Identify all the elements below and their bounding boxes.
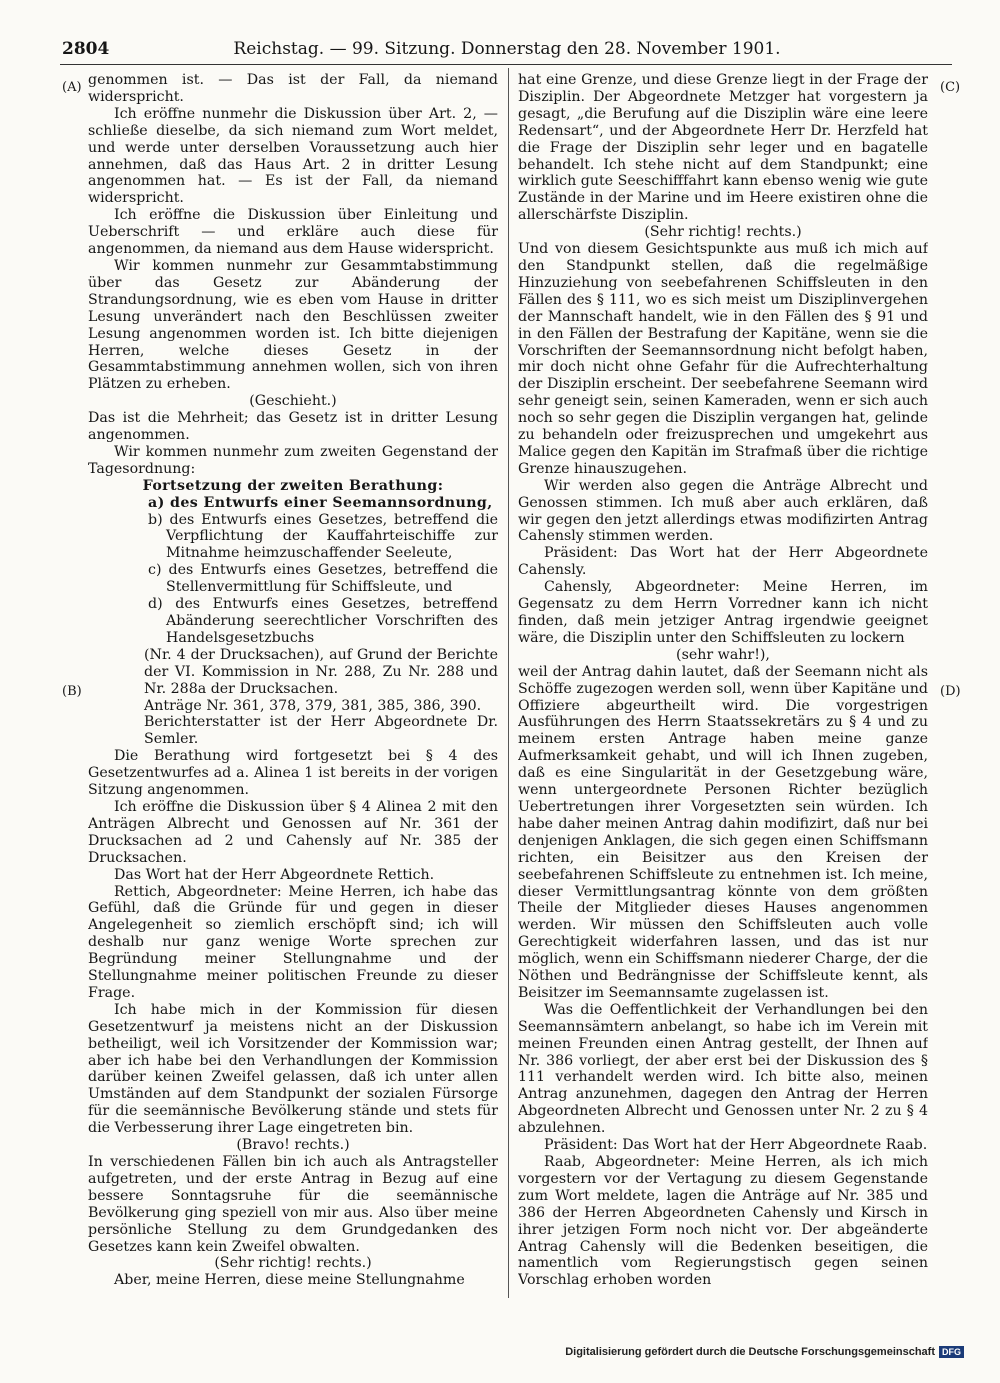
speech-rettich: Rettich, Abgeordneter: Meine Herren, ich habe das Gefühl, daß die Gründe für und gegen in dieser Angelegenheit so ziemlich erschöpft sind; ich will deshalb nur ganz wenige Worte sprechen zur Begründung meiner Stellungnahme und der Stellungnahme meiner politischen Freunde zu dieser Frage. bbox=[88, 883, 498, 1001]
paragraph: Das Wort hat der Herr Abgeordnete Rettich. bbox=[114, 866, 435, 883]
paragraph: Das ist die Mehrheit; das Gesetz ist in dritter Lesung angenommen. bbox=[88, 410, 498, 444]
margin-marker-d: (D) bbox=[940, 684, 961, 699]
rapporteur: Berichterstatter ist der Herr Abgeordnete Dr. Semler. bbox=[144, 714, 498, 748]
funding-note: Digitalisierung gefördert durch die Deutsche Forschungsgemeinschaft bbox=[565, 1346, 935, 1358]
motions-list: Anträge Nr. 361, 378, 379, 381, 385, 386, 390. bbox=[144, 697, 482, 714]
dfg-logo: DFG bbox=[939, 1346, 964, 1358]
paragraph: Wir kommen nunmehr zum zweiten Gegenstand der Tagesordnung: bbox=[88, 443, 498, 477]
left-column bbox=[88, 72, 498, 1302]
agenda-heading: Fortsetzung der zweiten Berathung: bbox=[142, 477, 444, 494]
agenda-item-c: c) des Entwurfs eines Gesetzes, betreffend die Stellenvermittlung für Schiffsleute, und bbox=[148, 562, 498, 596]
speech-raab: Raab, Abgeordneter: Meine Herren, als ich mich vorgestern vor der Vertagung zu diesem Gegenstande zum Wort meldete, lagen die Anträge auf Nr. 385 und 386 der Herren Abgeordneten Cahensly und Kirsch in ihrer jetzigen Form noch nicht vor. Der abgeänderte Antrag Cahensly will die Bedenken beseitigen, die namentlich vom Regierungstisch gegen seinen Vorschlag erhoben worden bbox=[518, 1154, 928, 1289]
footer bbox=[565, 1346, 964, 1358]
paragraph: In verschiedenen Fällen bin ich auch als Antragsteller aufgetreten, und der erste Antrag in Bezug auf eine bessere Sonntagsruhe für die seemännische Bevölkerung ging speziell von mir aus. Also über meine persönliche Stellung zu dem Grundgedanken des Gesetzes kann kein Zweifel obwalten. bbox=[88, 1154, 498, 1255]
column-divider bbox=[508, 68, 509, 1298]
paragraph: Ich habe mich in der Kommission für diesen Gesetzentwurf ja meistens nicht an der Diskussion betheiligt, weil ich Vorsitzender der Kommission war; aber ich habe bei den Verhandlungen der Kommission darüber keinen Zweifel gelassen, daß ich unter allen Umständen auf dem Standpunkt der sozialen Fürsorge für die seemännische Bevölkerung stände und stets für die Verbesserung ihrer Lage eingetreten bin. bbox=[88, 1001, 498, 1137]
paragraph: Die Berathung wird fortgesetzt bei § 4 des Gesetzentwurfes ad a. Alinea 1 ist bereits in der vorigen Sitzung angenommen. bbox=[88, 748, 498, 799]
page-number: 2804 bbox=[62, 39, 110, 59]
interjection: (Bravo! rechts.) bbox=[236, 1137, 350, 1154]
interjection: (sehr wahr!), bbox=[676, 646, 770, 663]
margin-marker-c: (C) bbox=[940, 80, 961, 95]
paragraph: Ich eröffne nunmehr die Diskussion über Art. 2, — schließe dieselbe, da sich niemand zum Wort meldet, und werde unter derselben Voraussetzung auch hier annehmen, daß das Haus Art. 2 in dritter Lesung angenommen hat. — Es ist der Fall, da niemand widerspricht. bbox=[88, 105, 498, 207]
paragraph: Ich eröffne die Diskussion über § 4 Alinea 2 mit den Anträgen Albrecht und Genossen auf Nr. 361 der Drucksachen ad 2 und Cahensly auf Nr. 385 der Drucksachen. bbox=[88, 798, 498, 866]
paragraph: Aber, meine Herren, diese meine Stellungnahme bbox=[114, 1272, 465, 1289]
margin-marker-a: (A) bbox=[62, 80, 82, 95]
page-header bbox=[62, 36, 952, 62]
paragraph: hat eine Grenze, und diese Grenze liegt in der Frage der Disziplin. Der Abgeordnete Metzger hat vorgestern ja gesagt, „die Berufung auf die Disziplin wäre eine leere Redensart“, und der Abgeordnete Herr Dr. Herzfeld hat die Frage der Disziplin sehr leger und en bagatelle behandelt. Ich stehe nicht auf dem Standpunkt; eine wirklich gute Seeschifffahrt kann ebenso wenig wie gute Zustände in der Marine und im Heere existiren ohne die allerschärfste Disziplin. bbox=[518, 72, 928, 224]
margin-marker-b: (B) bbox=[62, 684, 82, 699]
agenda-item-a: a) des Entwurfs einer Seemannsordnung, bbox=[148, 494, 493, 511]
interjection: (Sehr richtig! rechts.) bbox=[214, 1255, 372, 1272]
header-rule bbox=[60, 64, 952, 65]
running-title: Reichstag. — 99. Sitzung. Donnerstag den 28. November 1901. bbox=[233, 39, 781, 59]
interjection: (Geschieht.) bbox=[249, 393, 337, 410]
paragraph: genommen ist. — Das ist der Fall, da niemand widerspricht. bbox=[88, 72, 498, 105]
agenda-item-b: b) des Entwurfs eines Gesetzes, betreffend die Verpflichtung der Kauffahrteischiffe zur Mitnahme heimzuschaffender Seeleute, bbox=[148, 511, 498, 562]
agenda-item-d: d) des Entwurfs eines Gesetzes, betreffend Abänderung seerechtlicher Vorschriften des Handelsgesetzbuchs bbox=[148, 596, 498, 646]
paragraph: Wir werden also gegen die Anträge Albrecht und Genossen stimmen. Ich muß aber auch erklären, daß wir gegen den jetzt allerdings etwas modifizirten Antrag Cahensly stimmen werden. bbox=[518, 477, 928, 545]
paragraph: Was die Oeffentlichkeit der Verhandlungen bei den Seemannsämtern anbelangt, so habe ich im Verein mit meinen Freunden einen Antrag gestellt, der Ihnen auf Nr. 386 vorliegt, der aber erst bei der Diskussion des § 111 verhandelt werden wird. Ich bitte also, meinen Antrag anzunehmen, dagegen den Antrag der Herren Abgeordneten Albrecht und Genossen unter Nr. 2 zu § 4 abzulehnen. bbox=[518, 1001, 928, 1137]
president-remark: Präsident: Das Wort hat der Herr Abgeordnete Raab. bbox=[544, 1137, 928, 1154]
paragraph: Und von diesem Gesichtspunkte aus muß ich mich auf den Standpunkt stellen, daß die regelmäßige Hinzuziehung von seebefahrenen Schiffsleuten in den Fällen des § 111, wo es sich meist um Disziplinvergehen der Mannschaft handelt, wie in den Fällen des § 91 und in den Fällen der Bestrafung der Kapitäne, wenn sie die Vorschriften der Seemannsordnung nicht befolgt haben, mir doch nicht ohne Gefahr für die Aufrechterhaltung der Disziplin erscheint. Der seebefahrene Seemann wird sehr geneigt sein, seinen Kameraden, wenn er sich auch noch so sehr gegen die Disziplin vergangen hat, gelinde zu behandeln oder freizusprechen und umgekehrt aus Malice gegen den Kapitän im Strafmaß über die richtige Grenze hinauszugehen. bbox=[518, 241, 928, 477]
speech-cahensly: Cahensly, Abgeordneter: Meine Herren, im Gegensatz zu dem Herrn Vorredner kann ich nicht finden, daß mein jetziger Antrag irgendwie geeignet wäre, die Disziplin unter den Schiffsleuten zu lockern bbox=[518, 579, 928, 646]
paragraph: Ich eröffne die Diskussion über Einleitung und Ueberschrift — und erkläre auch diese für angenommen, da niemand aus dem Hause widerspricht. bbox=[88, 207, 498, 258]
agenda-reference: (Nr. 4 der Drucksachen), auf Grund der Berichte der VI. Kommission in Nr. 288, Zu Nr. 288 und Nr. 288a der Drucksachen. bbox=[144, 646, 498, 697]
president-remark: Präsident: Das Wort hat der Herr Abgeordnete Cahensly. bbox=[518, 545, 928, 579]
right-column bbox=[518, 72, 928, 1302]
paragraph: weil der Antrag dahin lautet, daß der Seemann nicht als Schöffe zugezogen werden soll, wenn über Kapitäne und Offiziere abgeurtheilt wird. Die vorgestrigen Ausführungen des Herrn Staatssekretärs zu § 4 und zu meinem ersten Antrage haben meine ganze Aufmerksamkeit gehabt, und will ich Ihnen zugeben, daß es eine Singularität in der Gesetzgebung wäre, wenn untergeordnete Personen Richter bezüglich Uebertretungen ihrer Vorgesetzten sein würden. Ich habe daher meinen Antrag dahin modifizirt, daß nur bei denjenigen Anklagen, die sich gegen einen Schiffsmann richten, ein Beisitzer aus den Kreisen der seebefahrenen Schiffsleute zu entnehmen ist. Ich meine, dieser Vermittlungsantrag könnte von dem größten Theile der Mitglieder dieses Hauses angenommen werden. Wir müssen den Schiffsleuten auch volle Gerechtigkeit widerfahren lassen, und das ist nur möglich, wenn ein Schiffsmann niederer Charge, der die Nöthen und Bedrängnisse der Schiffsleute kennt, als Beisitzer im Seemannsamte zugelassen ist. bbox=[518, 663, 928, 1001]
interjection: (Sehr richtig! rechts.) bbox=[644, 224, 802, 241]
paragraph: Wir kommen nunmehr zur Gesammtabstimmung über das Gesetz zur Abänderung der Strandungsordnung, wie es eben vom Hause in dritter Lesung unverändert nach den Beschlüssen zweiter Lesung angenommen worden ist. Ich bitte diejenigen Herren, welche dieses Gesetz in der Gesammtabstimmung annehmen wollen, sich von ihren Plätzen zu erheben. bbox=[88, 257, 498, 393]
